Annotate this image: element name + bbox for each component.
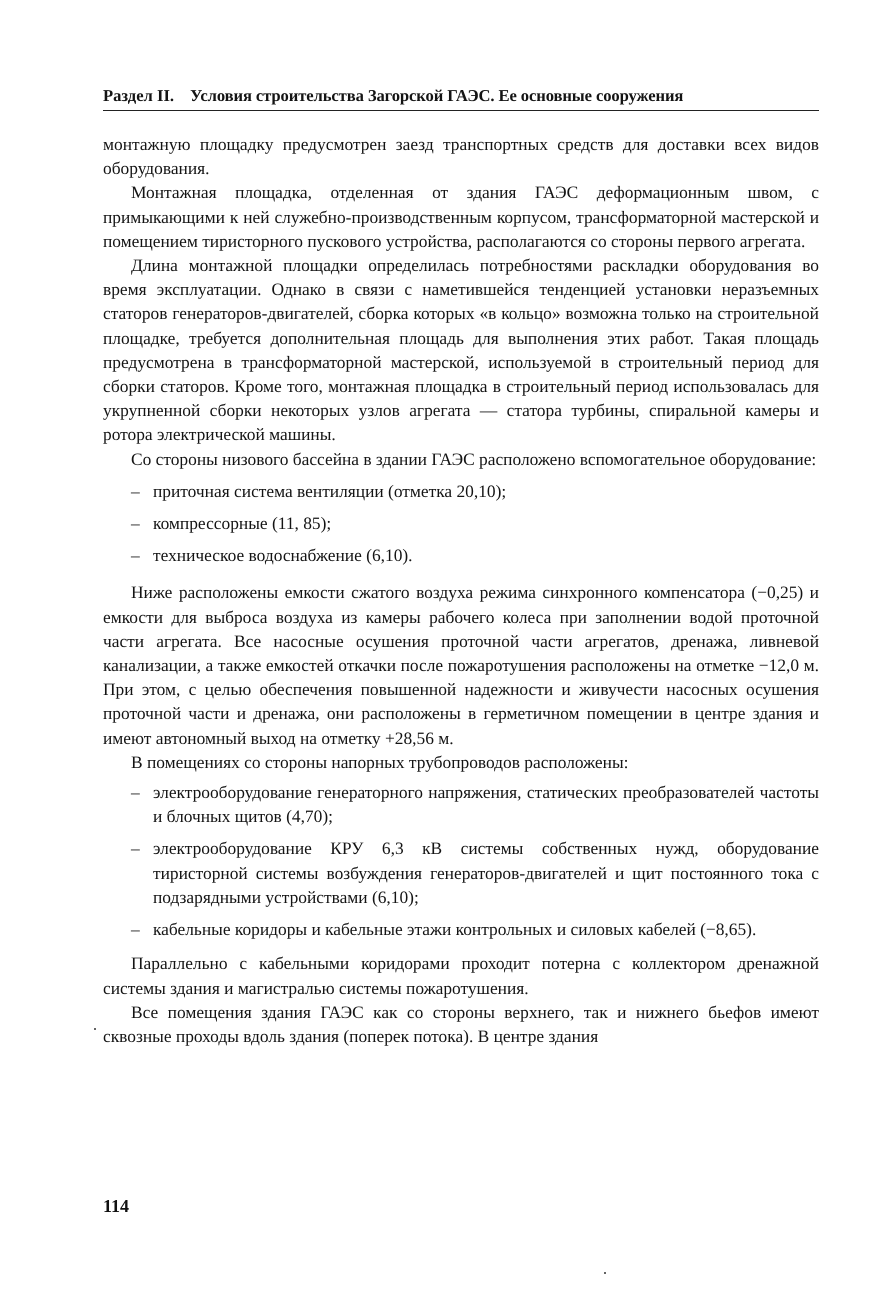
list-marker: –: [131, 545, 140, 566]
list-item: – компрессорные (11, 85);: [103, 511, 819, 535]
list-item: – кабельные коридоры и кабельные этажи контрольных и силовых кабелей (−8,65).: [103, 917, 819, 941]
list-marker: –: [131, 782, 140, 803]
paragraph: Длина монтажной площадки определилась потребностями раскладки оборудования во время эксплуатации. Однако в связи с наметившейся тенденцией установки неразъемных статоров генераторов-двигателей, сборка которых «в кольцо» возможна только на строительной площадке, требуется дополнительная площадь для выполнения этих работ. Такая площадь предусмотрена в трансформаторной мастерской, используемой в строительный период для сборки статоров. Кроме того, монтажная площадка в строительный период использовалась для укрупненной сборки некоторых узлов агрегата — статора турбины, спиральной камеры и ротора электрической машины.: [103, 255, 819, 445]
list-item: – техническое водоснабжение (6,10).: [103, 543, 819, 567]
paragraph: Ниже расположены емкости сжатого воздуха режима синхронного компенсатора (−0,25) и емкости для выброса воздуха из камеры рабочего колеса при заполнении водой проточной части агрегата. Все насосные осушения проточной части агрегатов, дренажа, ливневой канализации, а также емкостей откачки после пожаротушения расположены на отметке −12,0 м. При этом, с целью обеспечения повышенной надежности и живучести насосных осушения проточной части и дренажа, они расположены в герметичном помещении в центре здания и имеют автономный выход на отметку +28,56 м.: [103, 582, 819, 748]
equipment-list-downstream: [103, 479, 819, 568]
paragraph: Монтажная площадка, отделенная от здания ГАЭС деформационным швом, с примыкающими к ней служебно-производственным корпусом, трансформаторной мастерской и помещением тиристорного пускового устройства, располагаются со стороны первого агрегата.: [103, 182, 819, 251]
page-number: 114: [103, 1196, 130, 1216]
scan-speck: [94, 1028, 96, 1030]
paragraph: Со стороны низового бассейна в здании ГАЭС расположено вспомогательное оборудование:: [131, 448, 817, 469]
section-title: Условия строительства Загорской ГАЭС. Ее основные сооружения: [190, 86, 684, 105]
paragraph: Все помещения здания ГАЭС как со стороны верхнего, так и нижнего бьефов имеют сквозные проходы вдоль здания (поперек потока). В центре здания: [103, 1001, 819, 1046]
book-page: [103, 84, 819, 1048]
paragraph: В помещениях со стороны напорных трубопроводов расположены:: [131, 751, 629, 772]
running-head: [103, 84, 819, 111]
list-marker: –: [131, 480, 140, 501]
paragraph: Параллельно с кабельными коридорами проходит потерна с коллектором дренажной системы здания и магистралью системы пожаротушения.: [103, 953, 819, 998]
section-label: Раздел II.: [103, 86, 175, 105]
equipment-list-penstock-side: [103, 780, 819, 941]
paragraph-continued: монтажную площадку предусмотрен заезд транспортных средств для доставки всех видов оборудования.: [103, 134, 819, 179]
list-marker: –: [131, 513, 140, 534]
list-marker: –: [131, 919, 140, 940]
list-item: – электрооборудование генераторного напряжения, статических преобразователей частоты и блочных щитов (4,70);: [131, 782, 819, 827]
body-text: [103, 132, 819, 1048]
list-marker: –: [131, 838, 140, 859]
list-item: – электрооборудование КРУ 6,3 кВ системы собственных нужд, оборудование тиристорной системы возбуждения генераторов-двигателей и щит постоянного тока с подзарядными устройствами (6,10);: [131, 838, 819, 907]
list-item: – приточная система вентиляции (отметка 20,10);: [103, 479, 819, 503]
scan-speck: [604, 1272, 606, 1274]
